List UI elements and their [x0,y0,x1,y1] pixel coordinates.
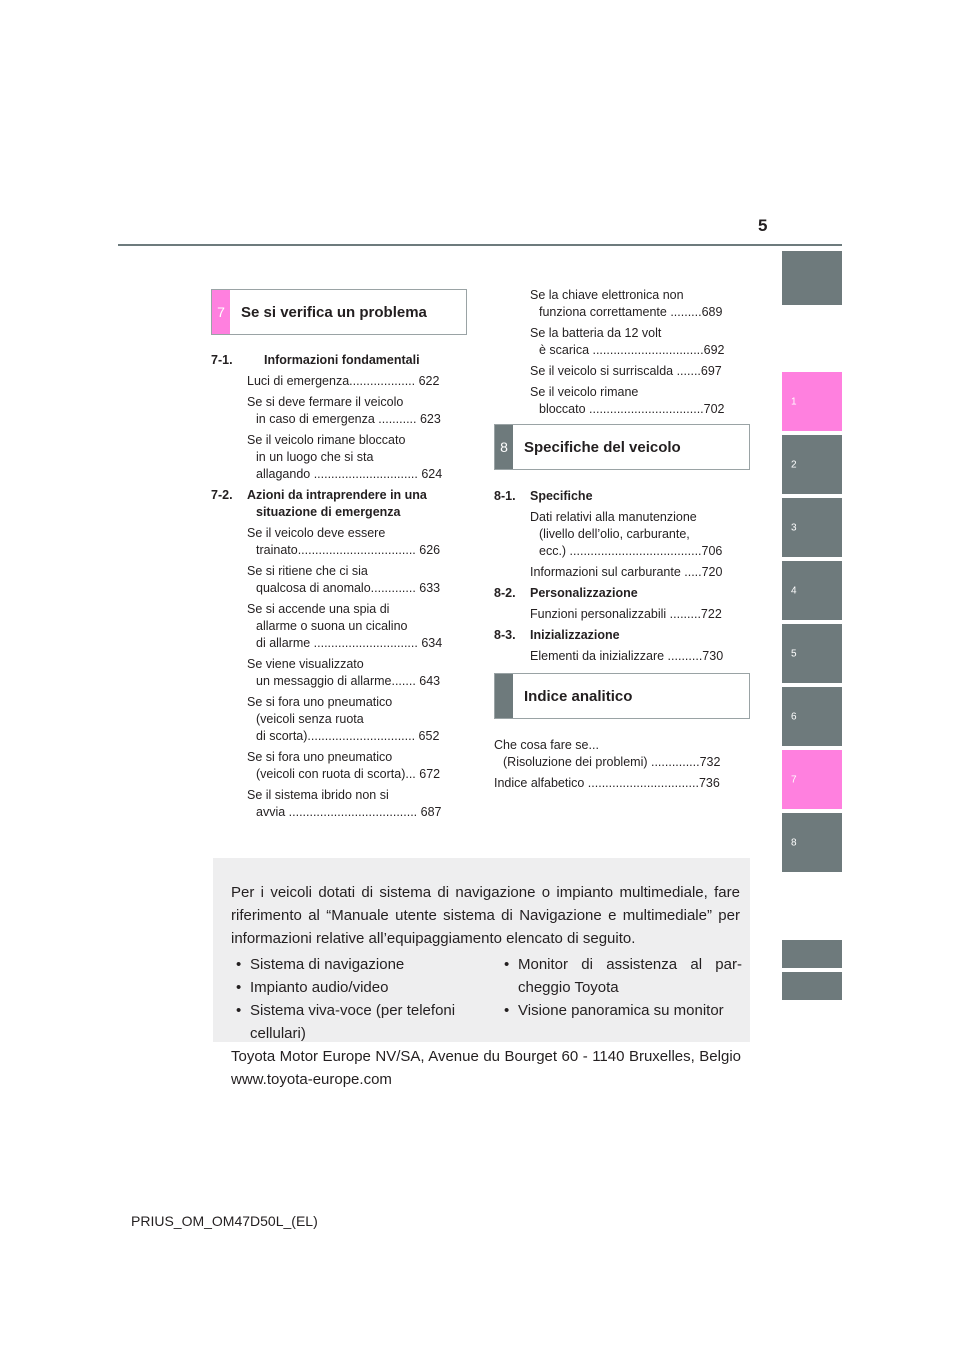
toc-entry[interactable]: Che cosa fare se... (Risoluzione dei problemi) ..............732 [494,738,721,769]
chapter-8-2[interactable]: 8-2. Personalizzazione [494,586,638,600]
section-7-title: Se si verifica un problema [241,303,427,321]
side-tab-8[interactable]: 8 [782,813,842,872]
info-paragraph: Per i veicoli dotati di sistema di navigazione o impianto multimediale, fare riferimento al “Manuale utente sistema di Navigazione e multimediale” per informazioni relative all’equipaggiamento elencato di seguito. [231,884,740,947]
index-header[interactable] [494,673,750,719]
toc-entry[interactable]: Dati relativi alla manutenzione (livello dell’olio, carburante, ecc.) ......................................706 [530,510,723,558]
toc-entry[interactable]: Se la chiave elettronica non funziona correttamente .........689 [530,288,723,319]
toc-entry[interactable]: Se il veicolo deve essere trainato.................................. 626 [247,526,441,557]
toc-entry[interactable]: Se il veicolo rimane bloccato in un luogo che si sta allagando .............................. 624 [247,433,443,481]
chapter-7-2[interactable]: 7-2. Azioni da intraprendere in una situazione di emergenza [211,488,427,519]
toc-entry[interactable]: Informazioni sul carburante .....720 [530,565,723,579]
side-tab-1[interactable]: 1 [782,372,842,431]
section-7-header[interactable] [211,289,467,335]
page-number: 5 [758,216,768,235]
list-item: • Sistema di navigazione [236,956,405,973]
section-7-number: 7 [212,290,230,334]
list-item: • Visione panoramica su monitor [504,1002,724,1019]
list-item: • Sistema viva-voce (per telefoni cellulari) [236,1002,456,1042]
toc-entry[interactable]: Se il sistema ibrido non si avvia ..................................... 687 [247,788,442,819]
list-item: • Monitor di assistenza al par-cheggio Toyota [504,956,742,996]
section-8-header[interactable] [494,424,750,470]
section-8-title: Specifiche del veicolo [524,438,681,456]
toc-entry[interactable]: Funzioni personalizzabili .........722 [530,607,722,621]
side-tab-blank-1[interactable] [782,940,842,968]
toc-entry[interactable]: Se il veicolo si surriscalda .......697 [530,364,722,378]
toc-entry[interactable]: Se si ritiene che ci sia qualcosa di anomalo............. 633 [247,564,441,595]
toc-column-2-top [530,287,742,422]
side-tab-3[interactable]: 3 [782,498,842,557]
toc-entry[interactable]: Se si fora uno pneumatico (veicoli con ruota di scorta)... 672 [247,750,441,781]
toc-entry[interactable]: Se la batteria da 12 volt è scarica ................................692 [530,326,725,357]
toc-entry[interactable]: Se il veicolo rimane bloccato .................................702 [530,385,725,416]
index-title: Indice analitico [524,687,633,705]
toc-column-1 [211,352,459,825]
toc-entry[interactable]: Se si accende una spia di allarme o suona un cicalino di allarme .............................. 634 [247,602,443,650]
side-tab-blank-2[interactable] [782,972,842,1000]
info-box [213,858,750,1042]
document-code: PRIUS_OM_OM47D50L_(EL) [131,1213,318,1229]
side-tab-blank-top[interactable] [782,251,842,305]
side-tab-4[interactable]: 4 [782,561,842,620]
toc-entry[interactable]: Indice alfabetico ................................736 [494,776,720,790]
side-tab-2[interactable]: 2 [782,435,842,494]
side-tab-5[interactable]: 5 [782,624,842,683]
side-tab-6[interactable]: 6 [782,687,842,746]
toc-entry[interactable]: Se si deve fermare il veicolo in caso di emergenza ........... 623 [247,395,441,426]
chapter-7-1[interactable]: 7-1. Informazioni fondamentali [211,353,420,367]
toc-entry[interactable]: Elementi da inizializzare ..........730 [530,649,724,663]
toc-entry[interactable]: Se si fora uno pneumatico (veicoli senza ruota di scorta)............................... 652 [247,695,440,743]
toc-entry[interactable]: Se viene visualizzato un messaggio di allarme....... 643 [247,657,441,688]
toc-column-2-middle [494,488,742,669]
list-item: • Impianto audio/video [236,979,389,996]
toc-index [494,737,742,792]
header-rule [118,244,842,246]
section-8-number: 8 [495,425,513,469]
chapter-8-1[interactable]: 8-1. Specifiche [494,489,593,503]
side-tab-7[interactable]: 7 [782,750,842,809]
index-tab-marker [495,674,513,718]
chapter-8-3[interactable]: 8-3. Inizializzazione [494,628,620,642]
toc-entry[interactable]: Luci di emergenza................... 622 [247,374,440,388]
info-bullets-right [504,953,742,1022]
footer-address: Toyota Motor Europe NV/SA, Avenue du Bourget 60 - 1140 Bruxelles, Belgio www.toyota-europe.com [231,1048,741,1088]
info-bullets-left [236,953,476,1045]
